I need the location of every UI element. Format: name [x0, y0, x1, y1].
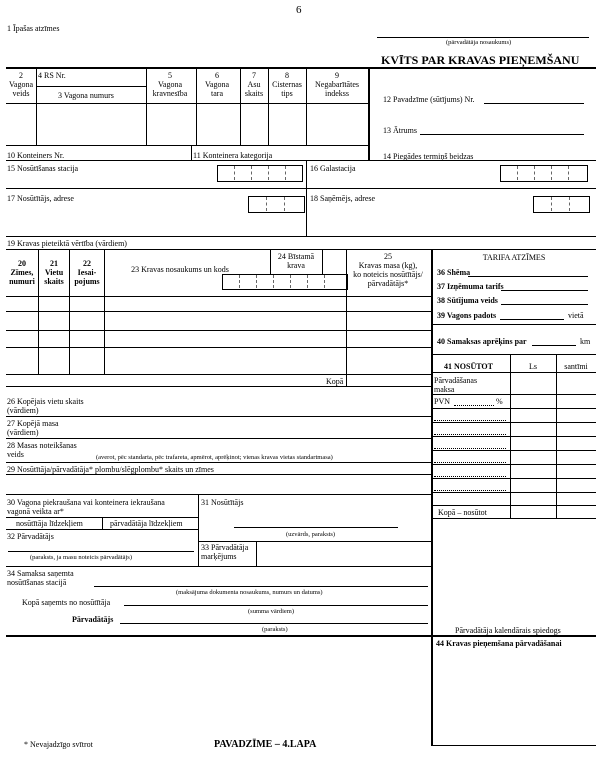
field-10-label: 10 Konteiners Nr. [7, 151, 65, 160]
parvadatajs-label: Pārvadātājs [72, 615, 114, 624]
field-18-code-box[interactable] [533, 196, 590, 213]
field-15-code-box[interactable] [217, 165, 303, 182]
field-40-label: 40 Samaksas aprēķins par [437, 337, 527, 346]
field-16-label: 16 Galastacija [310, 164, 356, 173]
field-33-label: 33 Pārvadātāja marķējums [201, 543, 249, 561]
field-15-label: 15 Nosūtīšanas stacija [7, 164, 79, 173]
header-23: 23 Kravas nosaukums un kods [131, 265, 229, 274]
field-28-label: 28 Masas noteikšanas veids [7, 441, 77, 459]
field-29-label: 29 Nosūtītāja/pārvadātāja* plombu/slēgplombu* skaits un zīmes [7, 465, 214, 474]
pvn-percent: % [496, 397, 503, 406]
field-40-suffix: km [580, 337, 591, 346]
field-34-line[interactable] [94, 586, 428, 587]
field-30-option-1[interactable]: nosūtītāja līdzekļiem [16, 519, 83, 528]
field-36-line[interactable] [468, 276, 588, 277]
field-36-label: 36 Shēma [437, 268, 471, 277]
field-31-label: 31 Nosūtītājs [201, 498, 244, 507]
carrier-name-caption: (pārvadātāja nosaukums) [446, 39, 512, 46]
kopa-sanemts-line[interactable] [124, 605, 428, 606]
kopa-sanemts-label: Kopā saņemts no nosūtītāja [22, 598, 111, 607]
page-number: 6 [296, 4, 302, 16]
field-12-label: 12 Pavadzīme (sūtījums) Nr. [383, 95, 475, 104]
header-24: 24 Bīstamā krava [277, 252, 315, 270]
header-5: 5 Vagona kravnesība [152, 71, 188, 98]
field-39-suffix: vietā [568, 311, 584, 320]
field-31-caption: (uzvārds, paraksts) [286, 531, 336, 538]
header-25: 25 Kravas masa (kg), ko noteicis nosūtītājs/ pārvadātājs* [353, 252, 423, 288]
header-9: 9 Negabarītātes indekss [315, 71, 359, 98]
pvn-label: PVN [434, 397, 451, 406]
field-34-label: 34 Samaksa saņemta nosūtīšanas stacijā [7, 569, 74, 587]
parvadatajs-line[interactable] [120, 623, 428, 624]
field-40-line[interactable] [532, 345, 576, 346]
field-30-label: 30 Vagona piekraušana vai konteinera iekraušana vagonā veikta ar* [7, 498, 165, 516]
field-11-label: 11 Konteinera kategorija [193, 151, 273, 160]
footnote: * Nevajadzīgo svītrot [24, 740, 93, 749]
header-20: 20 Zīmes, numuri [9, 259, 35, 286]
field-27-label: 27 Kopējā masa (vārdiem) [7, 419, 59, 437]
paraksts-caption: (paraksts) [262, 626, 288, 633]
field-38-line[interactable] [501, 304, 588, 305]
field-18-label: 18 Saņēmējs, adrese [310, 194, 376, 203]
carrier-name-line[interactable] [377, 37, 589, 38]
parvad-maksa-label: Pārvadāšanas maksa [434, 376, 478, 394]
field-30-option-2[interactable]: pārvadātāja līdzekļiem [110, 519, 183, 528]
field-17-code-box[interactable] [248, 196, 305, 213]
kopa-label: Kopā [326, 377, 344, 386]
field-17-label: 17 Nosūtītājs, adrese [7, 194, 74, 203]
pvn-dots[interactable] [454, 405, 494, 406]
field-13-label: 13 Ātrums [383, 126, 417, 135]
field-38-label: 38 Sūtījuma veids [437, 296, 498, 305]
tarifa-title: TARIFA ATZĪMES [482, 253, 546, 262]
col-santimi: santīmi [564, 362, 588, 371]
field-16-code-box[interactable] [500, 165, 588, 182]
field-28-caption: (averot, pēc standarta, pēc trafareta, apmērot, aprēķinot; vienas kravas vietas standartmasa) [96, 454, 333, 461]
field-32-caption: (paraksts, ja masu noteicis pārvadātājs) [30, 554, 132, 561]
summa-caption: (summa vārdiem) [248, 608, 295, 615]
field-19-label: 19 Kravas pieteiktā vērtība (vārdiem) [7, 239, 127, 248]
field-1-label: 1 Īpašas atzīmes [7, 24, 60, 33]
header-21: 21 Vietu skaits [44, 259, 64, 286]
cargo-code-boxes[interactable] [222, 274, 348, 290]
field-32-label: 32 Pārvadātājs [7, 532, 54, 541]
field-39-line[interactable] [500, 319, 564, 320]
field-13-line[interactable] [420, 134, 584, 135]
field-37-label: 37 Izņēmuma tarifs [437, 282, 504, 291]
field-39-label: 39 Vagons padots [437, 311, 497, 320]
header-2: 2 Vagona veids [9, 71, 33, 98]
main-title: KVĪTS PAR KRAVAS PIEŅEMŠANU [381, 53, 580, 67]
field-34-caption: (maksājuma dokumenta nosaukums, numurs un datums) [176, 589, 323, 596]
header-6: 6 Vagona tara [205, 71, 229, 98]
field-41-label: 41 NOSŪTOT [444, 362, 493, 371]
field-12-line[interactable] [484, 103, 584, 104]
field-32-line[interactable] [8, 551, 194, 552]
field-14-label: 14 Piegādes termiņš beidzas [383, 152, 474, 161]
field-37-line[interactable] [501, 290, 588, 291]
field-31-line[interactable] [234, 527, 398, 528]
kalendarais-spiedogs: Pārvadātāja kalendārais spiedogs [455, 626, 561, 635]
wagon-data-cells[interactable] [6, 103, 367, 145]
header-3: 3 Vagona numurs [58, 91, 114, 100]
header-4: 4 RS Nr. [38, 71, 66, 80]
header-8: 8 Cisternas tips [272, 71, 302, 98]
header-22: 22 Iesai- pojums [74, 259, 100, 286]
kopa-nosutot-label: Kopā – nosūtot [438, 508, 487, 517]
footer-title: PAVADZĪME – 4.LAPA [214, 739, 317, 750]
header-7: 7 Asu skaits [244, 71, 264, 98]
col-ls: Ls [529, 362, 537, 371]
field-26-label: 26 Kopējais vietu skaits (vārdiem) [7, 397, 84, 415]
field-44-label: 44 Kravas pieņemšana pārvadāšanai [436, 639, 562, 648]
